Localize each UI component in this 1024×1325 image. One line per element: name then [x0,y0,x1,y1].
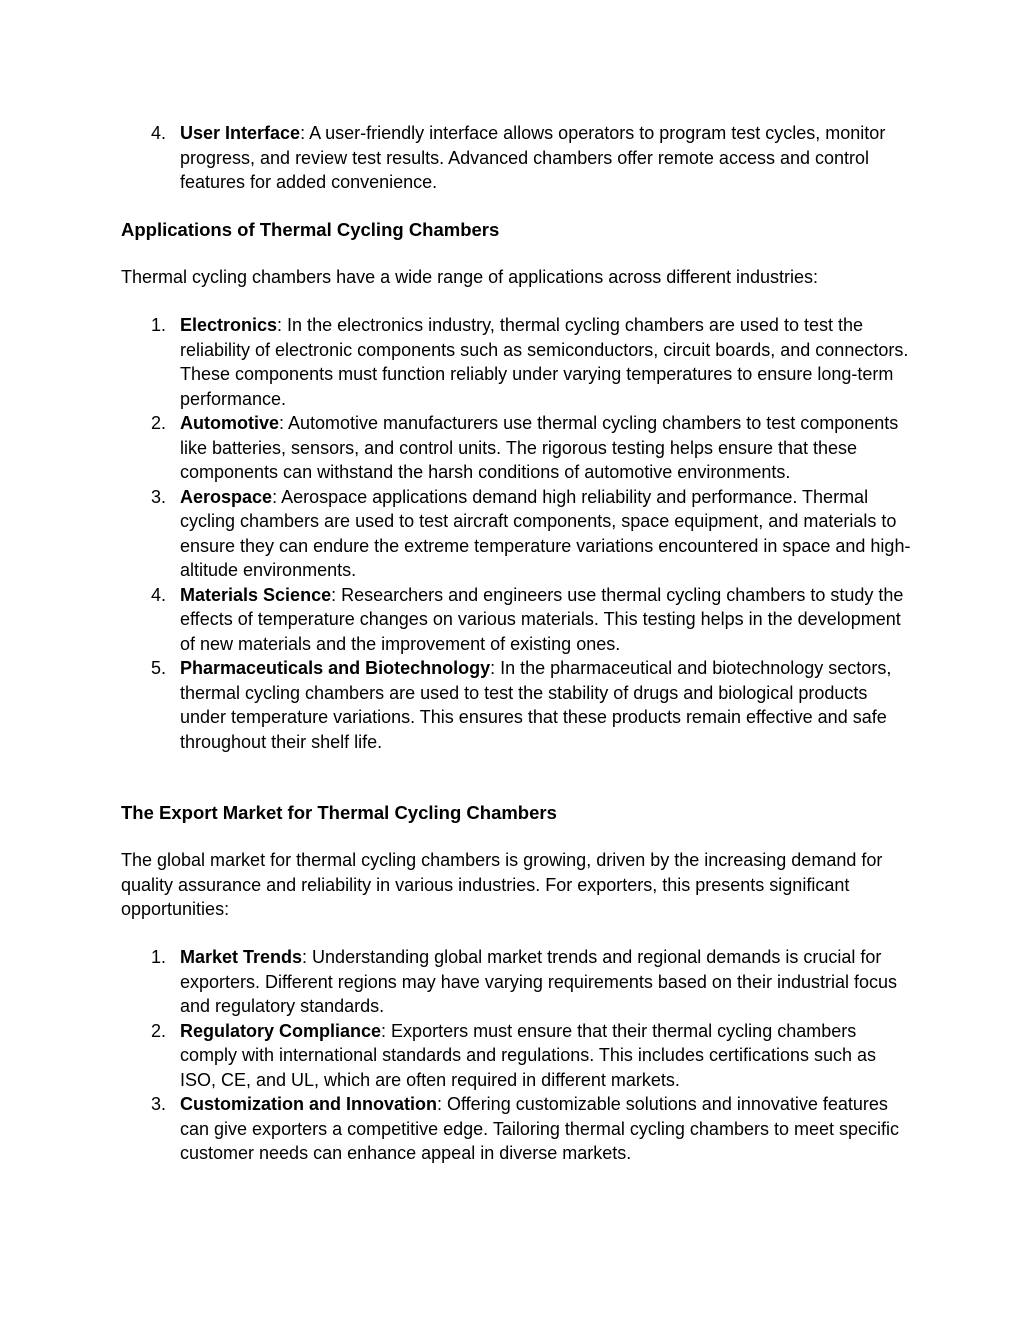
list-text: : Exporters must ensure that their thermal cycling chambers comply with international standards and regulations. This includes certifications such as ISO, CE, and UL, which are often required in different markets. [180,1020,877,1090]
intro-list [121,121,911,195]
list-item [121,485,911,583]
list-term: Aerospace [180,486,273,507]
list-item [121,583,911,657]
list-number: 2. [151,413,167,433]
list-number: 5. [151,658,167,678]
list-number: 4. [151,584,167,605]
list-number: 1. [151,947,167,967]
list-term: Pharmaceuticals and Biotechnology [180,658,491,678]
list-text: : Automotive manufacturers use thermal cycling chambers to test components like batteries, sensors, and control units. The rigorous testing helps ensure that these components can withstand the harsh conditions of automotive environments. [180,413,899,482]
applications-intro: Thermal cycling chambers have a wide range of applications across different industries: [121,267,819,287]
applications-list [121,313,911,754]
list-item [121,656,911,754]
list-text: : In the pharmaceutical and biotechnology sectors, thermal cycling chambers are used to test the stability of drugs and biological products under temperature variations. This ensures that these products remain effective and safe throughout their shelf life. [180,658,892,752]
list-item [121,945,911,1019]
list-item [121,313,911,411]
list-text: : Aerospace applications demand high reliability and performance. Thermal cycling chambers are used to test aircraft components, space equipment, and materials to ensure they can endure the extreme temperature variations encountered in space and high-altitude environments. [180,486,911,580]
export-market-list [121,945,911,1166]
list-text: : Offering customizable solutions and innovative features can give exporters a competitive edge. Tailoring thermal cycling chambers to meet specific customer needs can enhance appeal in diverse markets. [180,1094,900,1163]
list-term: Electronics [180,315,278,335]
list-item [121,1092,911,1166]
list-term: Customization and Innovation [180,1094,437,1114]
export-market-heading: The Export Market for Thermal Cycling Chambers [121,802,557,823]
list-text: : A user-friendly interface allows operators to program test cycles, monitor progress, and review test results. Advanced chambers offer remote access and control features for added convenience. [180,123,886,192]
list-term: Materials Science [180,584,332,605]
list-number: 4. [151,123,167,143]
list-term: Market Trends [180,947,303,967]
applications-heading: Applications of Thermal Cycling Chambers [121,219,500,240]
list-number: 1. [151,315,167,335]
list-number: 3. [151,486,167,507]
list-text: : Understanding global market trends and regional demands is crucial for exporters. Different regions may have varying requirements based on their industrial focus and regulatory standards. [180,947,898,1016]
list-item [121,121,911,195]
list-item [121,1019,911,1093]
list-text: : Researchers and engineers use thermal cycling chambers to study the effects of temperature changes on various materials. This testing helps in the development of new materials and the improvement of existing ones. [180,584,904,654]
list-term: Regulatory Compliance [180,1020,382,1041]
list-text: : In the electronics industry, thermal cycling chambers are used to test the reliability of electronic components such as semiconductors, circuit boards, and connectors. These components must function reliably under varying temperatures to ensure long-term performance. [180,315,909,409]
list-item [121,411,911,485]
list-number: 3. [151,1094,167,1114]
list-number: 2. [151,1020,167,1041]
list-term: User Interface [180,123,301,143]
export-market-intro: The global market for thermal cycling chambers is growing, driven by the increasing demand for quality assurance and reliability in various industries. For exporters, this presents significant opportunities: [121,850,883,919]
list-term: Automotive [180,413,279,433]
